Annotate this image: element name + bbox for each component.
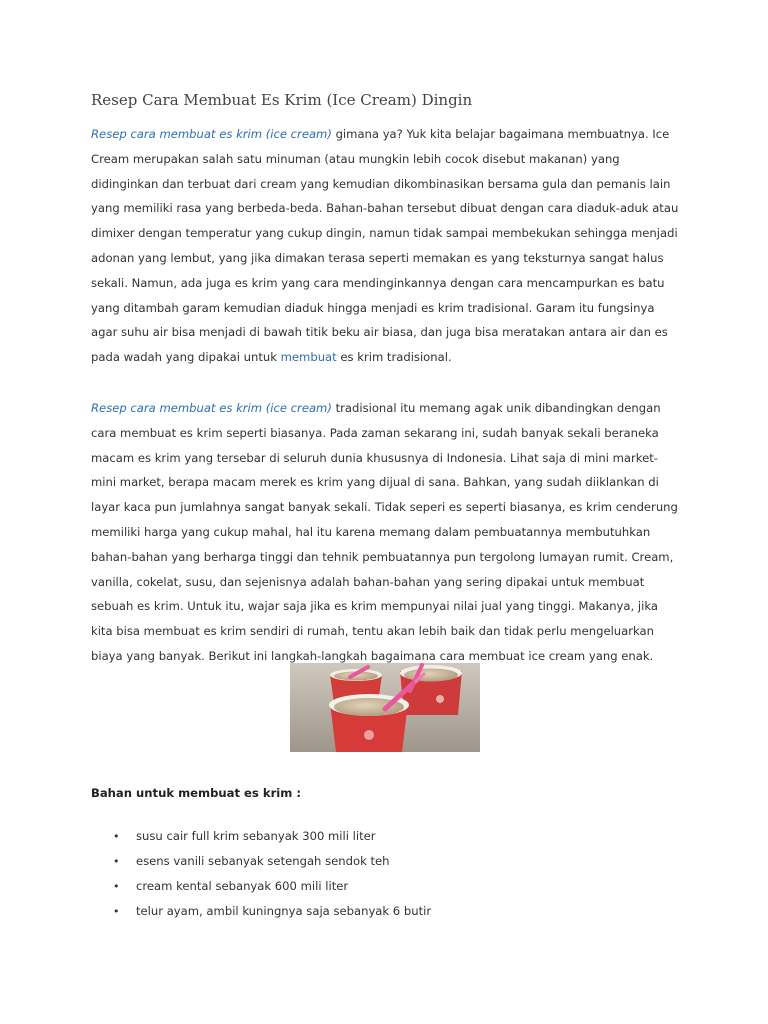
list-item <box>91 849 431 874</box>
recipe-link-2[interactable]: Resep cara membuat es krim (ice cream) <box>91 401 332 415</box>
paragraph-intro <box>91 122 683 370</box>
ingredient-text: cream kental sebanyak 600 mili liter <box>136 879 349 893</box>
article-title: Resep Cara Membuat Es Krim (Ice Cream) Dingin <box>91 91 473 109</box>
list-item <box>91 824 431 849</box>
paragraph-intro-text-a: gimana ya? Yuk kita belajar bagaimana membuatnya. Ice Cream merupakan salah satu minuman (atau mungkin lebih cocok disebut makanan) yang didinginkan dan terbuat dari cream yang kemudian dikombinasikan bersama gula dan pemanis lain yang memiliki rasa yang berbeda-beda. Bahan-bahan tersebut dibuat dengan cara diaduk-aduk atau dimixer dengan temperatur yang cukup dingin, namun tidak sampai membekukan sehingga menjadi adonan yang lembut, yang jika dimakan terasa seperti memakan es yang teksturnya sangat halus sekali. Namun, ada juga es krim yang cara mendinginkannya dengan cara mencampurkan es batu yang ditambah garam kemudian diaduk hingga menjadi es krim tradisional. Garam itu fungsinya agar suhu air bisa menjadi di bawah titik beku air biasa, dan juga bisa meratakan antara air dan es pada wadah yang dipakai untuk <box>91 127 679 365</box>
ingredient-text: telur ayam, ambil kuningnya saja sebanyak 6 butir <box>136 904 432 918</box>
ice-cream-photo <box>290 663 480 752</box>
bullet-icon: • <box>113 830 120 843</box>
bullet-icon: • <box>113 880 120 893</box>
ingredients-list <box>91 824 431 924</box>
paragraph-traditional <box>91 396 683 669</box>
membuat-link[interactable]: membuat <box>280 350 337 365</box>
bullet-icon: • <box>113 855 120 868</box>
recipe-link-1[interactable]: Resep cara membuat es krim (ice cream) <box>91 127 332 141</box>
ingredient-text: esens vanili sebanyak setengah sendok teh <box>136 854 390 868</box>
list-item <box>91 874 431 899</box>
ice-cream-cups-image <box>290 663 480 752</box>
ingredients-heading: Bahan untuk membuat es krim : <box>91 786 302 800</box>
paragraph-traditional-text: tradisional itu memang agak unik dibandingkan dengan cara membuat es krim seperti biasanya. Pada zaman sekarang ini, sudah banyak sekali beraneka macam es krim yang tersebar di seluruh dunia khususnya di Indonesia. Lihat saja di mini market-mini market, berapa macam merek es krim yang dijual di sana. Bahkan, yang sudah diiklankan di layar kaca pun jumlahnya sangat banyak sekali. Tidak seperi es seperti biasanya, es krim cenderung memiliki harga yang cukup mahal, hal itu karena memang dalam pembuatannya membutuhkan bahan-bahan yang berharga tinggi dan tehnik pembuatannya pun tergolong lumayan rumit. Cream, vanilla, cokelat, susu, dan sejenisnya adalah bahan-bahan yang sering dipakai untuk membuat sebuah es krim. Untuk itu, wajar saja jika es krim mempunyai nilai jual yang tinggi. Makanya, jika kita bisa membuat es krim sendiri di rumah, tentu akan lebih baik dan tidak perlu mengeluarkan biaya yang banyak. Berikut ini langkah-langkah bagaimana cara membuat ice cream yang enak. <box>91 401 678 663</box>
ingredient-text: susu cair full krim sebanyak 300 mili liter <box>136 829 376 843</box>
bullet-icon: • <box>113 905 120 918</box>
list-item <box>91 899 431 924</box>
paragraph-intro-text-b: es krim tradisional. <box>336 350 452 365</box>
